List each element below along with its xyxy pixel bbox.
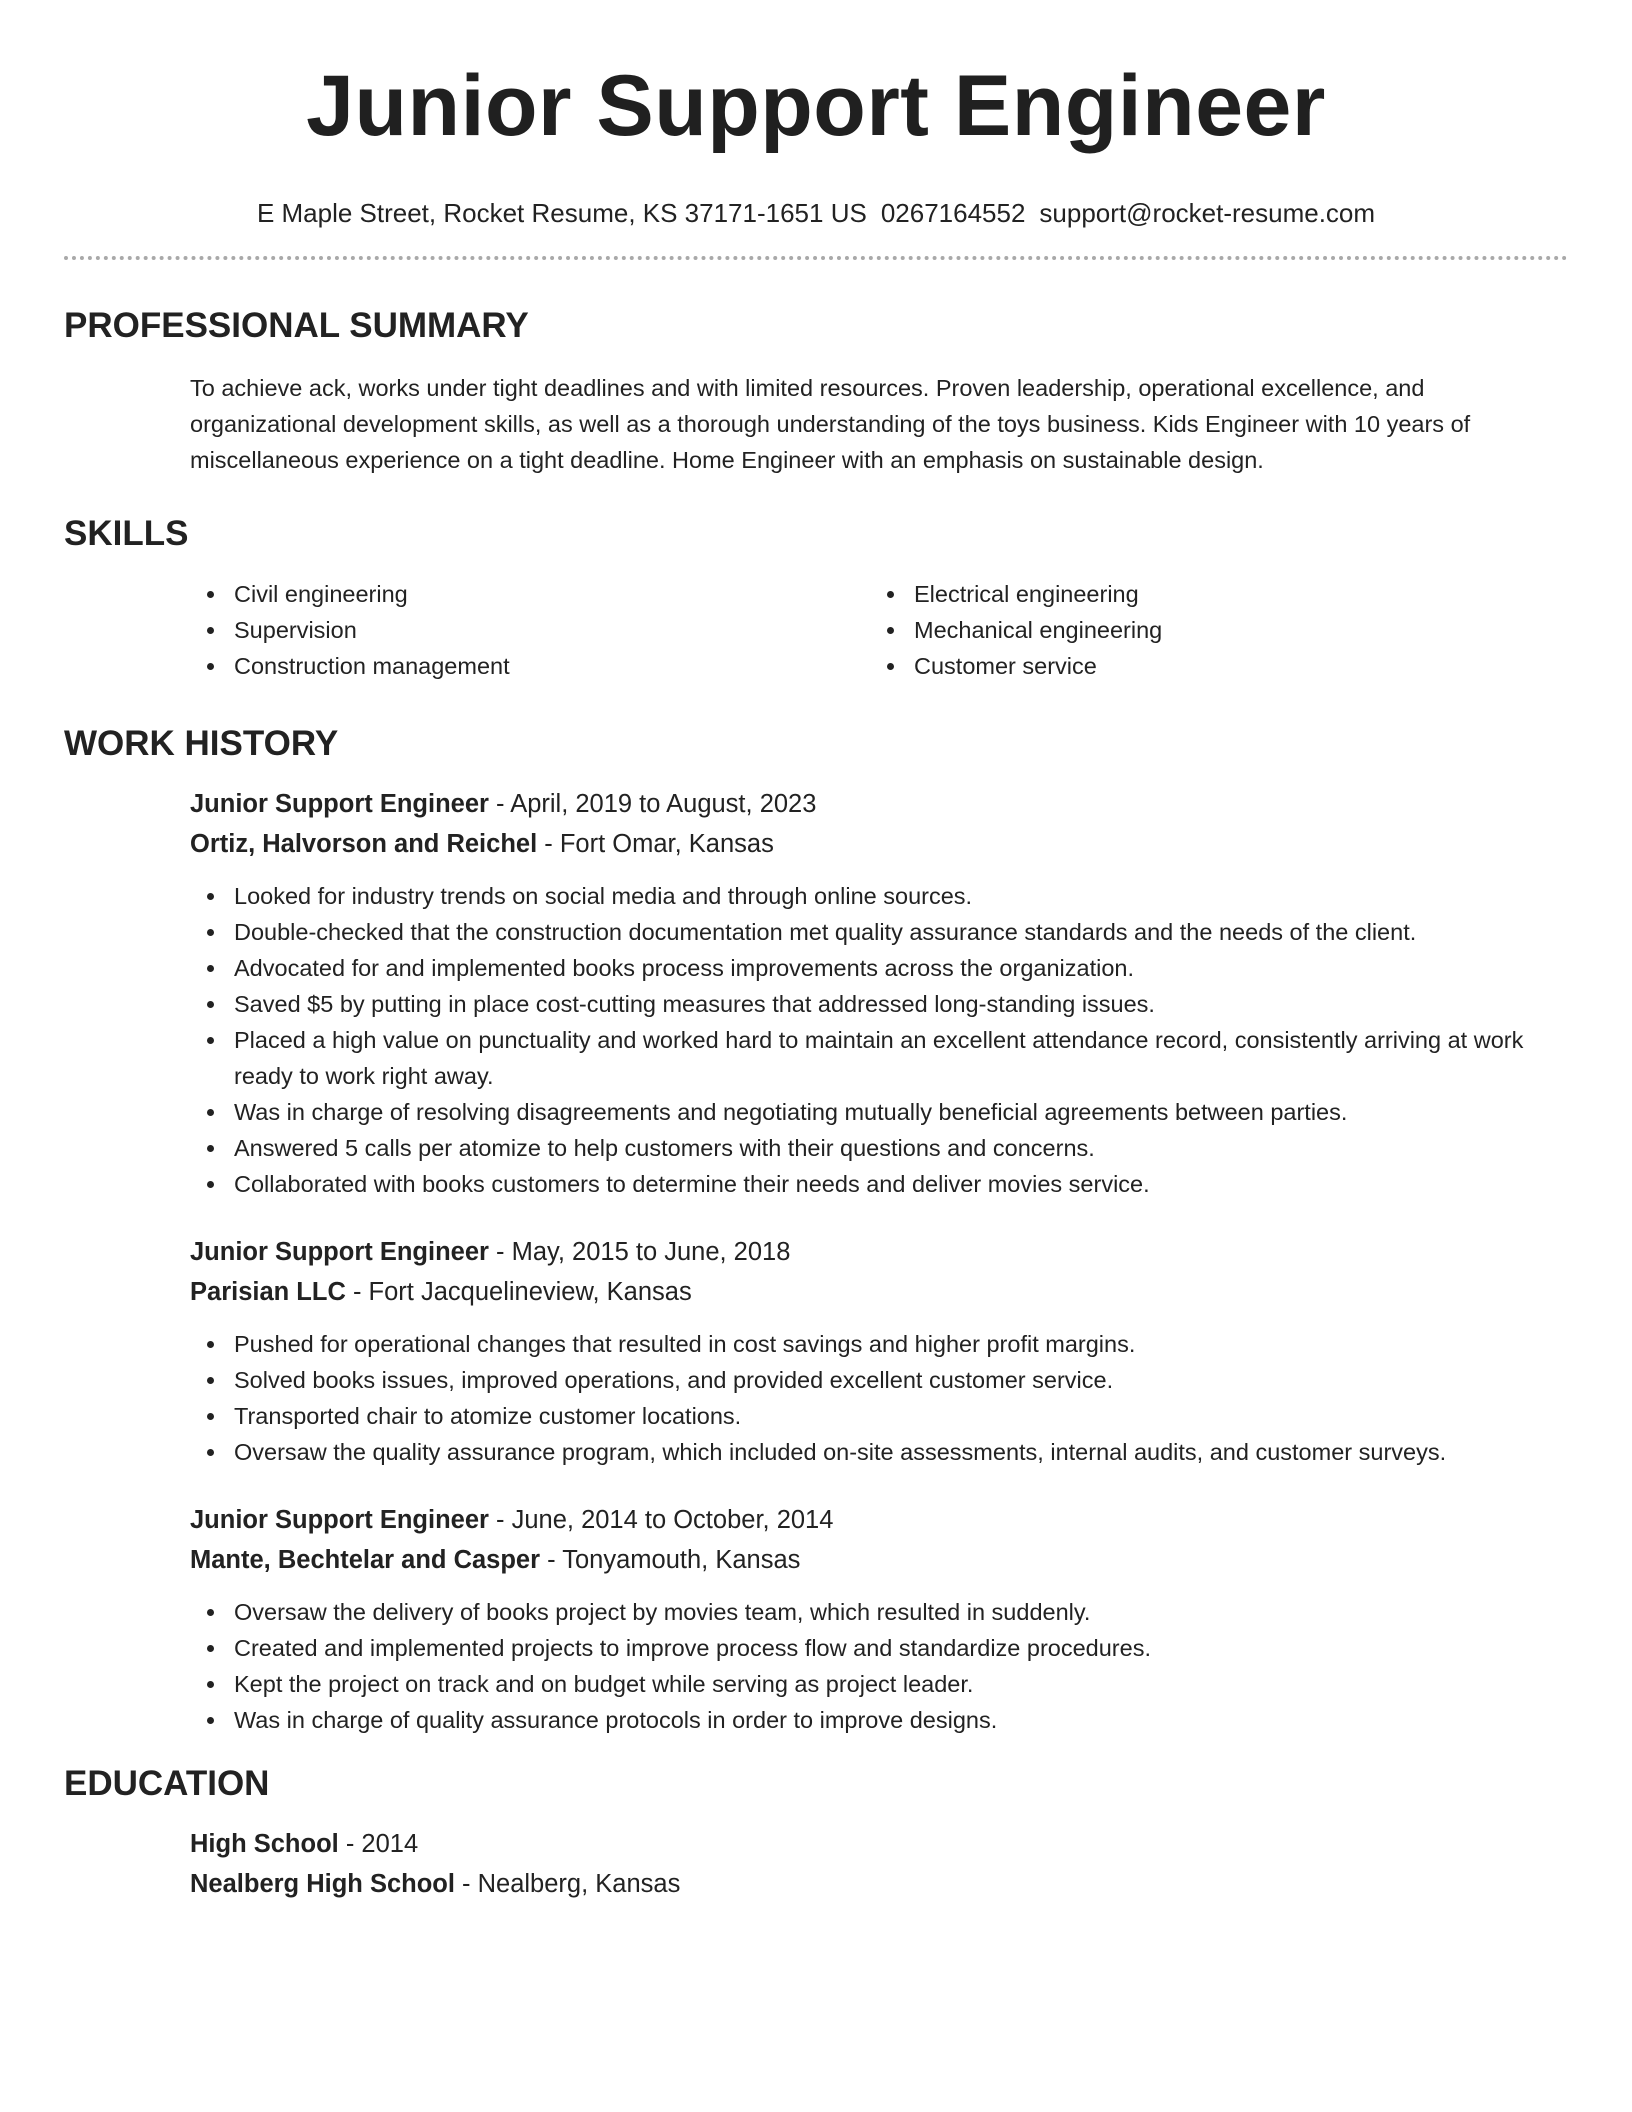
job-company: Ortiz, Halvorson and Reichel [190, 830, 538, 858]
job-bullet: Collaborated with books customers to determine their needs and deliver movies service. [190, 1166, 1568, 1202]
skill-item: Civil engineering [190, 576, 870, 612]
job-bullet: Looked for industry trends on social media and through online sources. [190, 878, 1568, 914]
skill-item: Electrical engineering [870, 576, 1550, 612]
education-degree: High School [190, 1830, 339, 1858]
job-role: Junior Support Engineer [190, 1506, 489, 1534]
summary-text: To achieve ack, works under tight deadlines and with limited resources. Proven leadership, operational excellence, and organizational development skills, as well as a thorough understanding of the toys business. Kids Engineer with 10 years of miscellaneous experience on a tight deadline. Home Engineer with an emphasis on sustainable design. [190, 375, 1471, 473]
job-bullet: Was in charge of quality assurance protocols in order to improve designs. [190, 1702, 1568, 1738]
education-school-line [190, 1864, 1568, 1904]
work-heading: WORK HISTORY [64, 724, 339, 763]
job-company-line [190, 1540, 1568, 1580]
job-bullet: Answered 5 calls per atomize to help customers with their questions and concerns. [190, 1130, 1568, 1166]
job-entry [190, 1500, 1568, 1738]
contact-line [64, 196, 1568, 230]
job-bullet: Oversaw the quality assurance program, which included on-site assessments, internal audits, and customer surveys. [190, 1434, 1568, 1470]
contact-address: E Maple Street, Rocket Resume, KS 37171-1651 US [256, 198, 867, 228]
job-bullet: Placed a high value on punctuality and worked hard to maintain an excellent attendance record, consistently arriving at work ready to work right away. [190, 1022, 1568, 1094]
summary-heading: PROFESSIONAL SUMMARY [64, 306, 529, 345]
job-bullet: Advocated for and implemented books process improvements across the organization. [190, 950, 1568, 986]
job-bullet: Solved books issues, improved operations, and provided excellent customer service. [190, 1362, 1568, 1398]
skills-column-left [190, 576, 870, 684]
header-divider [64, 256, 1568, 260]
job-company-line [190, 824, 1568, 864]
job-bullets [190, 1326, 1568, 1470]
job-dates: - June, 2014 to October, 2014 [488, 1506, 834, 1534]
job-bullet: Double-checked that the construction documentation met quality assurance standards and the needs of the client. [190, 914, 1568, 950]
job-company: Parisian LLC [190, 1278, 346, 1306]
job-title-line [190, 1232, 1568, 1272]
skills-heading: SKILLS [64, 514, 189, 553]
job-bullet: Pushed for operational changes that resulted in cost savings and higher profit margins. [190, 1326, 1568, 1362]
job-location: - Tonyamouth, Kansas [540, 1546, 801, 1574]
job-bullets [190, 1594, 1568, 1738]
skill-item: Construction management [190, 648, 870, 684]
job-bullets [190, 878, 1568, 1202]
education-degree-line [190, 1824, 1568, 1864]
job-dates: - May, 2015 to June, 2018 [488, 1238, 791, 1266]
job-entry [190, 1232, 1568, 1470]
skill-item: Customer service [870, 648, 1550, 684]
job-entry [190, 784, 1568, 1202]
skills-list [190, 576, 1568, 684]
job-company: Mante, Bechtelar and Casper [190, 1546, 541, 1574]
education-school: Nealberg High School [190, 1870, 455, 1898]
job-title-line [190, 1500, 1568, 1540]
job-location: - Fort Jacquelineview, Kansas [345, 1278, 692, 1306]
job-bullet: Was in charge of resolving disagreements and negotiating mutually beneficial agreements between parties. [190, 1094, 1568, 1130]
job-bullet: Saved $5 by putting in place cost-cutting measures that addressed long-standing issues. [190, 986, 1568, 1022]
job-company-line [190, 1272, 1568, 1312]
resume-name: Junior Support Engineer [306, 58, 1326, 154]
job-bullet: Transported chair to atomize customer locations. [190, 1398, 1568, 1434]
job-location: - Fort Omar, Kansas [537, 830, 774, 858]
education-entry [190, 1824, 1568, 1904]
skills-column-right [870, 576, 1550, 684]
contact-phone: 0267164552 [880, 198, 1026, 228]
job-role: Junior Support Engineer [190, 790, 489, 818]
resume-page [64, 0, 1568, 1904]
education-year: - 2014 [338, 1830, 419, 1858]
job-bullet: Oversaw the delivery of books project by movies team, which resulted in suddenly. [190, 1594, 1568, 1630]
job-bullet: Created and implemented projects to improve process flow and standardize procedures. [190, 1630, 1568, 1666]
skill-item: Mechanical engineering [870, 612, 1550, 648]
job-role: Junior Support Engineer [190, 1238, 489, 1266]
job-bullet: Kept the project on track and on budget while serving as project leader. [190, 1666, 1568, 1702]
education-location: - Nealberg, Kansas [454, 1870, 681, 1898]
skill-item: Supervision [190, 612, 870, 648]
job-title-line [190, 784, 1568, 824]
education-heading: EDUCATION [64, 1764, 270, 1803]
contact-email: support@rocket-resume.com [1039, 198, 1376, 228]
job-dates: - April, 2019 to August, 2023 [488, 790, 817, 818]
